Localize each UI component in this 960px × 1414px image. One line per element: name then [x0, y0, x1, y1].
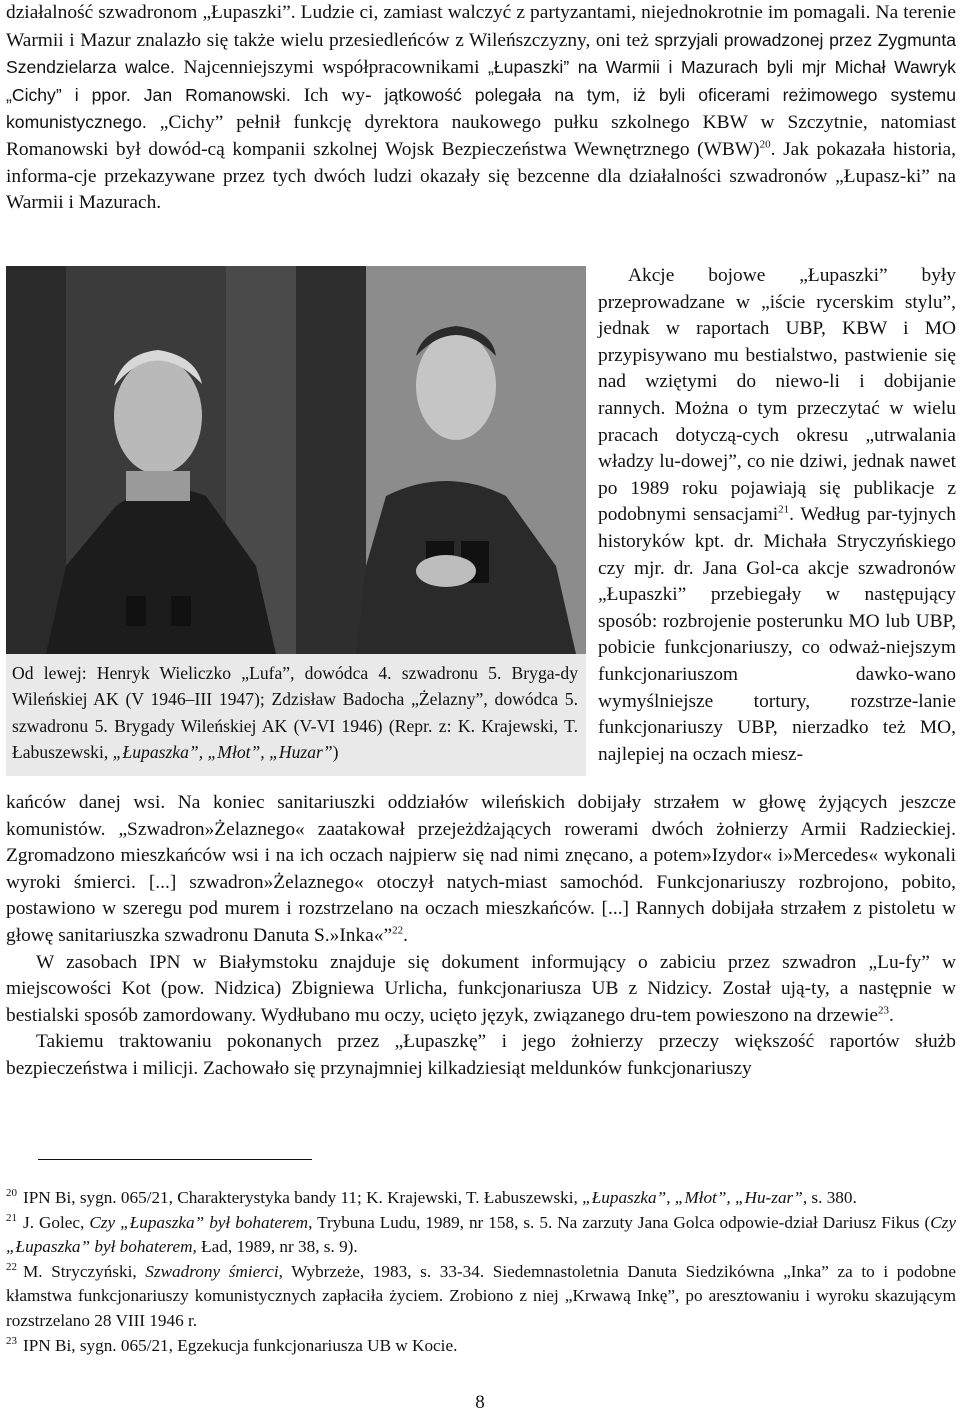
paragraph-3-text: Takiemu traktowaniu pokonanych przez „Łupaszkę” i jego żołnierzy przeczy większość raportów służb bezpieczeństwa i milicji. Zachowało się przynajmniej kilkadziesiąt meldunków funkcjonariuszy	[6, 1031, 956, 1079]
footnote-ref-21: 21	[778, 503, 790, 516]
footnote-text: IPN Bi, sygn. 065/21, Egzekucja funkcjonariusza UB w Kocie.	[23, 1335, 458, 1355]
footnote-ref-23: 23	[878, 1004, 890, 1017]
portrait-photo-left	[6, 266, 296, 654]
footnote-number: 23	[6, 1334, 17, 1347]
top-paragraph	[6, 0, 956, 217]
text-line: Najcenniejszymi współpracownikami	[174, 57, 480, 79]
caption-end: )	[332, 742, 339, 763]
text-line: pomagali. Na terenie Warmii i Mazur znalazło się także wielu przesiedleńców z Wileńszczyzny, oni też	[6, 2, 956, 51]
portrait-illustration-left	[6, 266, 296, 654]
caption-text: Od lewej: Henryk Wieliczko „Lufa”, dowódca 4. szwadronu 5. Bryga-dy Wileńskiej AK (V 1946–III 1947); Zdzisław Badocha „Żelazny”, dowódca 5. szwadronu 5. Brygady Wileńskiej AK (V-VI 1946) (Repr. z: K. Krajewski, T. Łabuszewski,	[12, 663, 578, 763]
footnote-22	[6, 1260, 956, 1334]
footnote-text: , Trybuna Ludu, 1989, nr 158, s. 5. Na zarzuty Jana Golca odpowie-dział Dariusz Fikus (	[308, 1212, 931, 1232]
text-line: „Łupaszki” na Warmii i Mazurach byli mjr Michał Wawryk „Cichy” i ppor. Jan Romanowski.	[6, 57, 956, 105]
footnote-italic: Czy „Łupaszka” był bohaterem,	[6, 1212, 956, 1257]
portrait-photo-right	[296, 266, 586, 654]
footnote-23	[6, 1334, 956, 1359]
photo-figure	[6, 266, 586, 776]
footnote-ref-22: 22	[392, 924, 404, 937]
text-line: działalność szwadronom „Łupaszki”. Ludzie ci, zamiast walczyć z partyzantami, niejednokrotnie im	[6, 2, 789, 23]
text-line: sprzyjali prowadzonej przez Zygmunta Szendzielarza walce.	[6, 29, 956, 78]
paragraph-2-text: W zasobach IPN w Białymstoku znajduje się dokument informujący o zabiciu przez szwadron „Lu-fy” w miejscowości Kot (pow. Nidzica) Zbigniewa Urlicha, funkcjonariusza UB z Nidzicy. Został ują-ty, a następnie w bestialski sposób zamordowany. Wydłubano mu oczy, ucięto język, związanego dru-tem powieszono na drzewie	[6, 951, 956, 1026]
paragraph-1-text: kańców danej wsi. Na koniec sanitariuszki oddziałów wileńskich dobijały strzałem w głowę żyjących jeszcze komunistów. „Szwadron»Żelaznego« zaatakował przejeżdżających rowerami dwóch żołnierzy Armii Radzieckiej. Zgromadzono mieszkańców wsi i na ich oczach najpierw się nad nimi znęcano, a potem»Izydor« i»Mercedes« wykonali wyroki śmierci. [...] szwadron»Żelaznego« otoczył natych-miast samochód. Funkcjonariuszy rozbrojono, pobito, postawiono w szeregu pod murem i rozstrzelano na oczach mieszkańców. [...] Rannych dobijała strzałem z pistoletu w głowę sanitariuszka szwadronu Danuta S.»Inka«”	[6, 792, 956, 946]
portrait-illustration-right	[296, 266, 586, 654]
continued-text	[6, 790, 956, 1083]
footnote-text: , s. 380.	[802, 1188, 857, 1207]
paragraph-2	[6, 950, 956, 1030]
page-number: 8	[475, 1392, 485, 1413]
footnote-text: Ład, 1989, nr 38, s. 9).	[196, 1237, 358, 1257]
caption-italic-title: „Łupaszka”, „Młot”, „Huzar”	[112, 742, 333, 763]
footnote-separator	[38, 1159, 312, 1160]
footnote-italic: „Łupaszka”, „Młot”, „Hu-zar”	[582, 1188, 803, 1207]
footnote-ref-20: 20	[759, 138, 771, 151]
footnotes	[6, 1186, 956, 1358]
paragraph-2-end: .	[889, 1004, 894, 1026]
footnote-21	[6, 1211, 956, 1260]
right-column-text	[598, 263, 956, 768]
text-line: jątkowość polegała na tym, iż byli oficerami reżimowego systemu komunistycznego.	[6, 84, 956, 133]
text-line: Ich wy-	[290, 84, 372, 106]
footnote-text: Wybrzeże, 1983, s. 33-34. Siedemnastoletnia Danuta Siedzikówna „Inka” za to i podobne kłamstwa funkcjonariuszy komunistycznych zapłaciła życiem. Zrobiono z niej „Krwawą Inkę”, po aresztowaniu i wyroku skazującym rozstrzelano 28 VIII 1946 r.	[6, 1261, 956, 1330]
footnote-text: IPN Bi, sygn. 065/21, Charakterystyka bandy 11; K. Krajewski, T. Łabuszewski,	[23, 1188, 583, 1207]
footnote-20	[6, 1186, 956, 1211]
text-line: „Cichy” pełnił	[146, 112, 281, 134]
paragraph-3	[6, 1029, 956, 1082]
footnote-number: 21	[6, 1211, 17, 1224]
footnote-italic: Czy „Łupaszka” był bohaterem	[89, 1212, 309, 1232]
text-line: funkcję dyrektora naukowego pułku szkolnego KBW w Szczytnie, natomiast Romanowski był dowód-cą kompanii szkolnej Wojsk Bezpieczeństwa Wewnętrznego (WBW)	[6, 112, 956, 160]
footnote-number: 22	[6, 1261, 17, 1274]
right-column-part1: Akcje bojowe „Łupaszki” były przeprowadzane w „iście rycerskim stylu”, jednak w raportach UBP, KBW i MO przypisywano mu bestialstwo, pastwienie się nad wziętymi do niewo-li i dobijanie rannych. Można o tym przeczytać w wielu pracach dotyczą-cych okresu „utrwalania władzy lu-dowej”, co nie dziwi, jednak nawet po 1989 roku pojawiają się publikacje z podobnymi sensacjami	[598, 265, 956, 526]
paragraph-1	[6, 790, 956, 950]
footnote-number: 20	[6, 1187, 17, 1200]
paragraph-1-end: .	[403, 924, 408, 946]
footnote-text: J. Golec,	[23, 1212, 90, 1232]
text-line: . Jak pokazała historia, informa-cje przekazywane przez tych dwóch ludzi okazały się bezcenne dla działalności szwadronów „Łupasz-ki” na Warmii i Mazurach.	[6, 138, 956, 214]
footnote-italic: Szwadrony śmierci,	[145, 1261, 283, 1281]
right-column-part2: . Według par-tyjnych historyków kpt. dr. Michała Stryczyńskiego czy mjr. dr. Jana Gol-ca akcje szwadronów „Łupaszki” przebiegały w następujący sposób: rozbrojenie posterunku MO lub UBP, pobicie funkcjonariuszy, co odważ-niejszym funkcjonariuszom dawko-wano wymyślniejsze tortury, rozstrze-lanie funkcjonariuszy UBP, nierzadko też MO, najlepiej na oczach miesz-	[598, 504, 956, 765]
figure-caption	[12, 660, 578, 766]
footnote-text: M. Stryczyński,	[23, 1261, 146, 1281]
